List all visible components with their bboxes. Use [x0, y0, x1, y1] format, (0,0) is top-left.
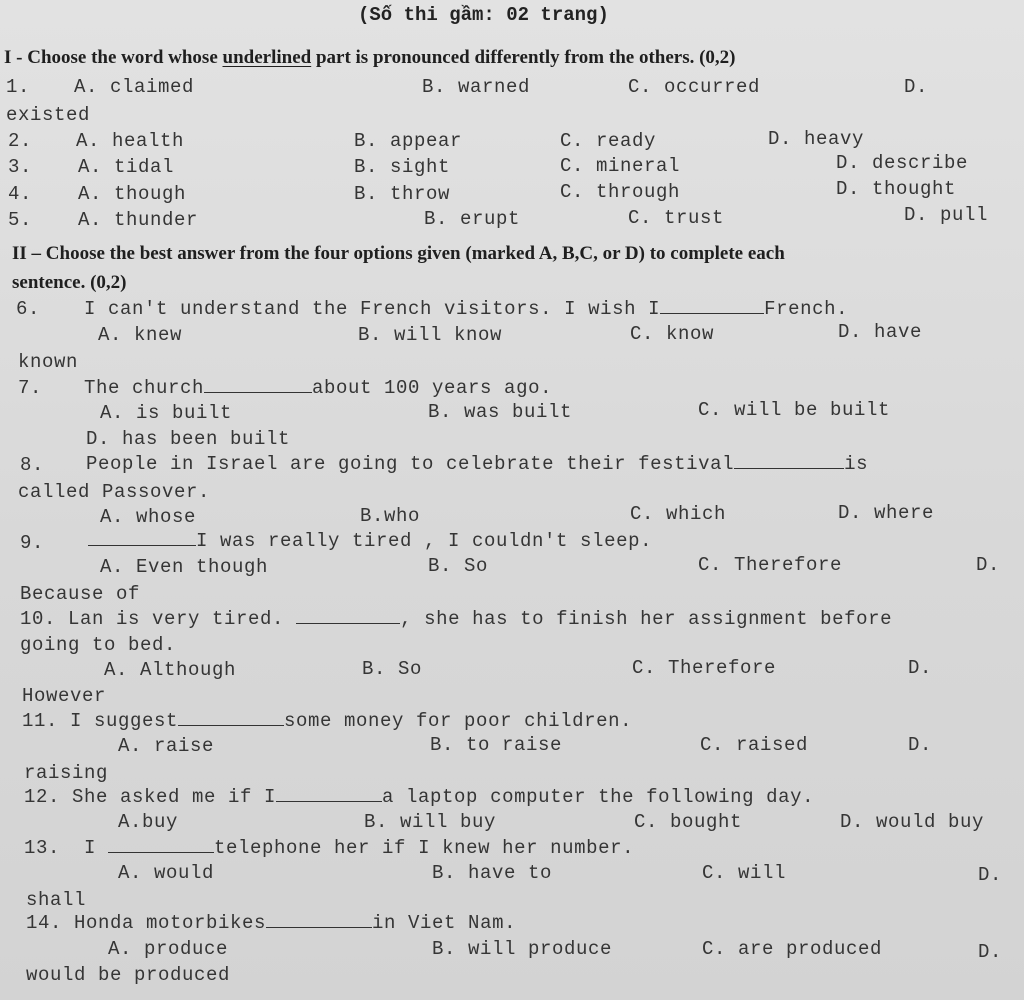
q14-option-c: C. are produced [702, 938, 883, 960]
q10-option-b: B. So [362, 658, 423, 680]
q10-option-c: C. Therefore [632, 657, 777, 679]
q7-option-a: A. is built [100, 402, 233, 424]
q6-blank [660, 299, 764, 314]
q1-option-a: A. claimed [74, 76, 195, 98]
q7-option-d: D. has been built [86, 428, 291, 450]
q14-option-d: D. [978, 941, 1003, 963]
q7-option-c: C. will be built [698, 399, 891, 421]
q1-option-b: B. warned [422, 76, 531, 98]
q3-option-d: D. describe [836, 152, 969, 174]
q9-option-d: D. [976, 554, 1001, 576]
q9-option-c: C. Therefore [698, 554, 843, 576]
q9-text: I was really tired , I couldn't sleep. [88, 530, 652, 552]
q11-blank [178, 711, 284, 726]
q6-option-d-cont: known [18, 351, 79, 373]
q5-option-d: D. pull [904, 204, 989, 226]
page-header: (Số thi gầm: 02 trang) [358, 4, 609, 26]
q2-number: 2. [8, 130, 33, 152]
q12-option-b: B. will buy [364, 811, 497, 833]
q13-option-c: C. will [702, 862, 787, 884]
q8-text-cont: called Passover. [18, 481, 211, 503]
section-1-heading: I - Choose the word whose underlined part is pronounced differently from the others. (0,2) [4, 47, 736, 68]
q13-text: 13. I telephone her if I knew her number. [24, 837, 635, 859]
q8-blank [734, 454, 844, 469]
q3-option-b: B. sight [354, 156, 451, 178]
q14-blank [266, 913, 372, 928]
q9-option-b: B. So [428, 555, 489, 577]
q11-option-d: D. [908, 734, 933, 756]
q13-option-d-cont: shall [26, 889, 87, 911]
q9-blank [88, 531, 196, 546]
q11-option-d-cont: raising [24, 762, 109, 784]
q14-text: 14. Honda motorbikes in Viet Nam. [26, 912, 517, 934]
q9-option-d-cont: Because of [20, 583, 141, 605]
q11-option-b: B. to raise [430, 734, 563, 756]
q13-blank [108, 838, 214, 853]
q13-option-b: B. have to [432, 862, 553, 884]
q8-text: People in Israel are going to celebrate their festival is [86, 453, 869, 475]
q8-option-c: C. which [630, 503, 727, 525]
q4-option-d: D. thought [836, 178, 957, 200]
q12-blank [276, 787, 382, 802]
q4-number: 4. [8, 183, 33, 205]
q6-option-a: A. knew [98, 324, 183, 346]
q2-option-c: C. ready [560, 130, 657, 152]
q5-number: 5. [8, 209, 33, 231]
q7-blank [204, 378, 312, 393]
q3-option-c: C. mineral [560, 155, 681, 177]
q5-option-c: C. trust [628, 207, 725, 229]
q10-option-d: D. [908, 657, 933, 679]
q10-option-a: A. Although [104, 659, 237, 681]
q4-option-b: B. throw [354, 183, 451, 205]
q1-option-d-cont: existed [6, 104, 91, 126]
q9-option-a: A. Even though [100, 556, 269, 578]
q7-number: 7. [18, 377, 43, 399]
q12-option-d: D. would buy [840, 811, 985, 833]
q10-blank [296, 609, 400, 624]
q6-option-b: B. will know [358, 324, 503, 346]
q10-text-cont: going to bed. [20, 634, 177, 656]
q1-option-c: C. occurred [628, 76, 761, 98]
q5-option-b: B. erupt [424, 208, 521, 230]
q6-text: I can't understand the French visitors. I wish I French. [84, 298, 849, 320]
q11-option-c: C. raised [700, 734, 809, 756]
q14-option-b: B. will produce [432, 938, 613, 960]
q2-option-b: B. appear [354, 130, 463, 152]
q4-option-c: C. through [560, 181, 681, 203]
q7-text: The church about 100 years ago. [84, 377, 553, 399]
q1-number: 1. [6, 76, 31, 98]
q10-option-d-cont: However [22, 685, 107, 707]
q8-number: 8. [20, 454, 45, 476]
q3-number: 3. [8, 156, 33, 178]
q5-option-a: A. thunder [78, 209, 199, 231]
section-2-heading-cont: sentence. (0,2) [12, 272, 127, 293]
q6-option-d: D. have [838, 321, 923, 343]
q1-option-d: D. [904, 76, 929, 98]
q3-option-a: A. tidal [78, 156, 175, 178]
q11-text: 11. I suggest some money for poor children. [22, 710, 633, 732]
underlined-word: underlined [222, 47, 312, 68]
q14-option-a: A. produce [108, 938, 229, 960]
q6-option-c: C. know [630, 323, 715, 345]
q6-number: 6. [16, 298, 41, 320]
q8-option-a: A. whose [100, 506, 197, 528]
section-2-heading: II – Choose the best answer from the four options given (marked A, B,C, or D) to complete each [12, 243, 785, 264]
q7-option-b: B. was built [428, 401, 573, 423]
q2-option-a: A. health [76, 130, 185, 152]
q10-text: 10. Lan is very tired. , she has to finish her assignment before [20, 608, 893, 630]
q4-option-a: A. though [78, 183, 187, 205]
q12-text: 12. She asked me if I a laptop computer the following day. [24, 786, 815, 808]
q14-option-d-cont: would be produced [26, 964, 231, 986]
q13-option-a: A. would [118, 862, 215, 884]
q9-number: 9. [20, 532, 45, 554]
q8-option-d: D. where [838, 502, 935, 524]
q11-option-a: A. raise [118, 735, 215, 757]
q8-option-b: B.who [360, 505, 421, 527]
q12-option-a: A.buy [118, 811, 179, 833]
q13-option-d: D. [978, 864, 1003, 886]
q2-option-d: D. heavy [768, 128, 865, 150]
q12-option-c: C. bought [634, 811, 743, 833]
